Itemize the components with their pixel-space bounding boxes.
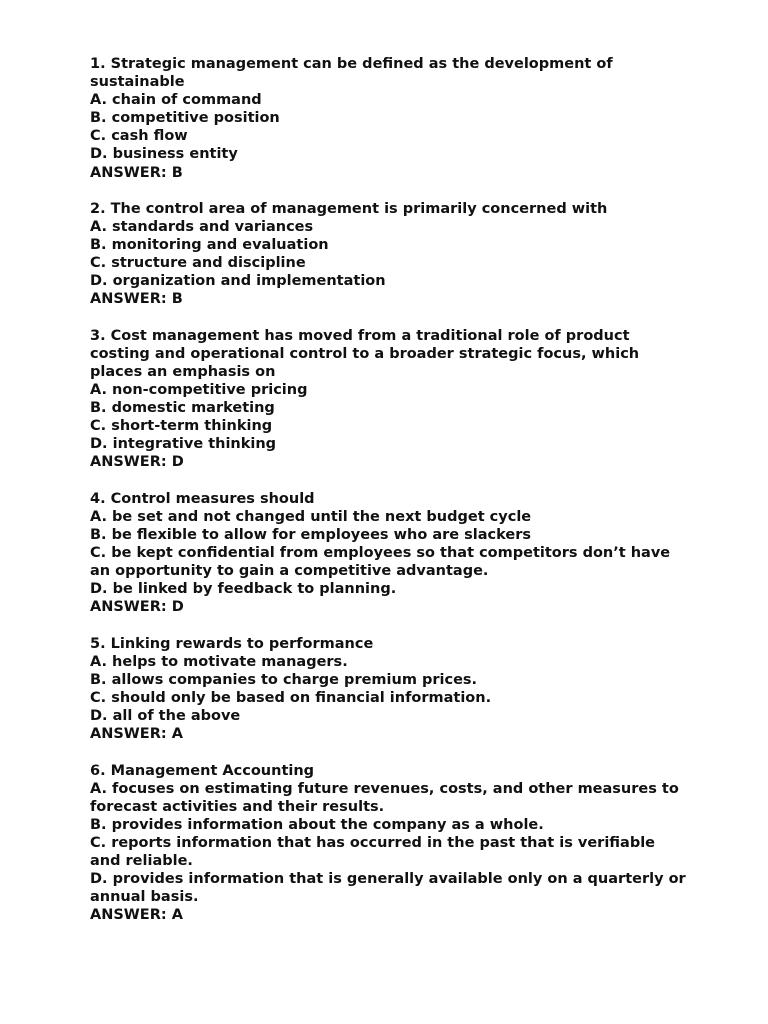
answer-option: A. standards and variances bbox=[90, 219, 314, 236]
answer-key: ANSWER: A bbox=[90, 907, 183, 924]
question-prompt: 3. Cost management has moved from a traditional role of product costing and operational control to a broader strategic focus, which places an emphasis on bbox=[90, 327, 640, 380]
answer-option: D. all of the above bbox=[90, 708, 241, 725]
answer-option: B. domestic marketing bbox=[90, 400, 275, 417]
answer-option: C. reports information that has occurred in the past that is verifiable and reliable. bbox=[90, 835, 656, 870]
answer-option: C. should only be based on financial information. bbox=[90, 690, 492, 707]
question-prompt: 2. The control area of management is primarily concerned with bbox=[90, 200, 608, 217]
question-prompt: 6. Management Accounting bbox=[90, 762, 315, 779]
answer-key: ANSWER: D bbox=[90, 454, 184, 471]
question-prompt: 1. Strategic management can be defined as the development of sustainable bbox=[90, 56, 613, 91]
answer-option: D. integrative thinking bbox=[90, 436, 277, 453]
question-block bbox=[90, 327, 690, 472]
question-prompt: 5. Linking rewards to performance bbox=[90, 635, 374, 652]
answer-option: B. allows companies to charge premium prices. bbox=[90, 672, 478, 688]
answer-option: D. be linked by feedback to planning. bbox=[90, 581, 397, 598]
answer-option: D. business entity bbox=[90, 146, 238, 163]
question-block bbox=[90, 200, 690, 309]
answer-option: A. chain of command bbox=[90, 92, 262, 109]
answer-option: C. be kept confidential from employees so that competitors don’t have an opportunity to gain a competitive advantage. bbox=[90, 545, 671, 580]
answer-option: D. provides information that is generally available only on a quarterly or annual basis. bbox=[90, 871, 686, 906]
question-prompt: 4. Control measures should bbox=[90, 490, 315, 507]
answer-option: B. provides information about the company as a whole. bbox=[90, 816, 544, 833]
answer-option: A. be set and not changed until the next budget cycle bbox=[90, 508, 532, 525]
answer-option: D. organization and implementation bbox=[90, 273, 386, 290]
answer-key: ANSWER: B bbox=[90, 164, 183, 181]
question-block bbox=[90, 762, 690, 925]
answer-option: B. competitive position bbox=[90, 110, 280, 127]
question-block bbox=[90, 490, 690, 617]
document-page bbox=[90, 55, 690, 943]
answer-option: B. monitoring and evaluation bbox=[90, 237, 329, 254]
question-block bbox=[90, 635, 690, 744]
answer-option: C. short-term thinking bbox=[90, 418, 273, 435]
answer-key: ANSWER: D bbox=[90, 599, 184, 616]
question-block bbox=[90, 55, 690, 182]
answer-option: A. focuses on estimating future revenues, costs, and other measures to forecast activities and their results. bbox=[90, 780, 679, 815]
answer-key: ANSWER: A bbox=[90, 726, 183, 743]
answer-option: A. helps to motivate managers. bbox=[90, 653, 348, 670]
answer-option: C. structure and discipline bbox=[90, 255, 306, 272]
answer-option: B. be flexible to allow for employees who are slackers bbox=[90, 527, 531, 544]
answer-option: A. non-competitive pricing bbox=[90, 382, 308, 399]
answer-option: C. cash flow bbox=[90, 128, 188, 145]
answer-key: ANSWER: B bbox=[90, 291, 183, 308]
